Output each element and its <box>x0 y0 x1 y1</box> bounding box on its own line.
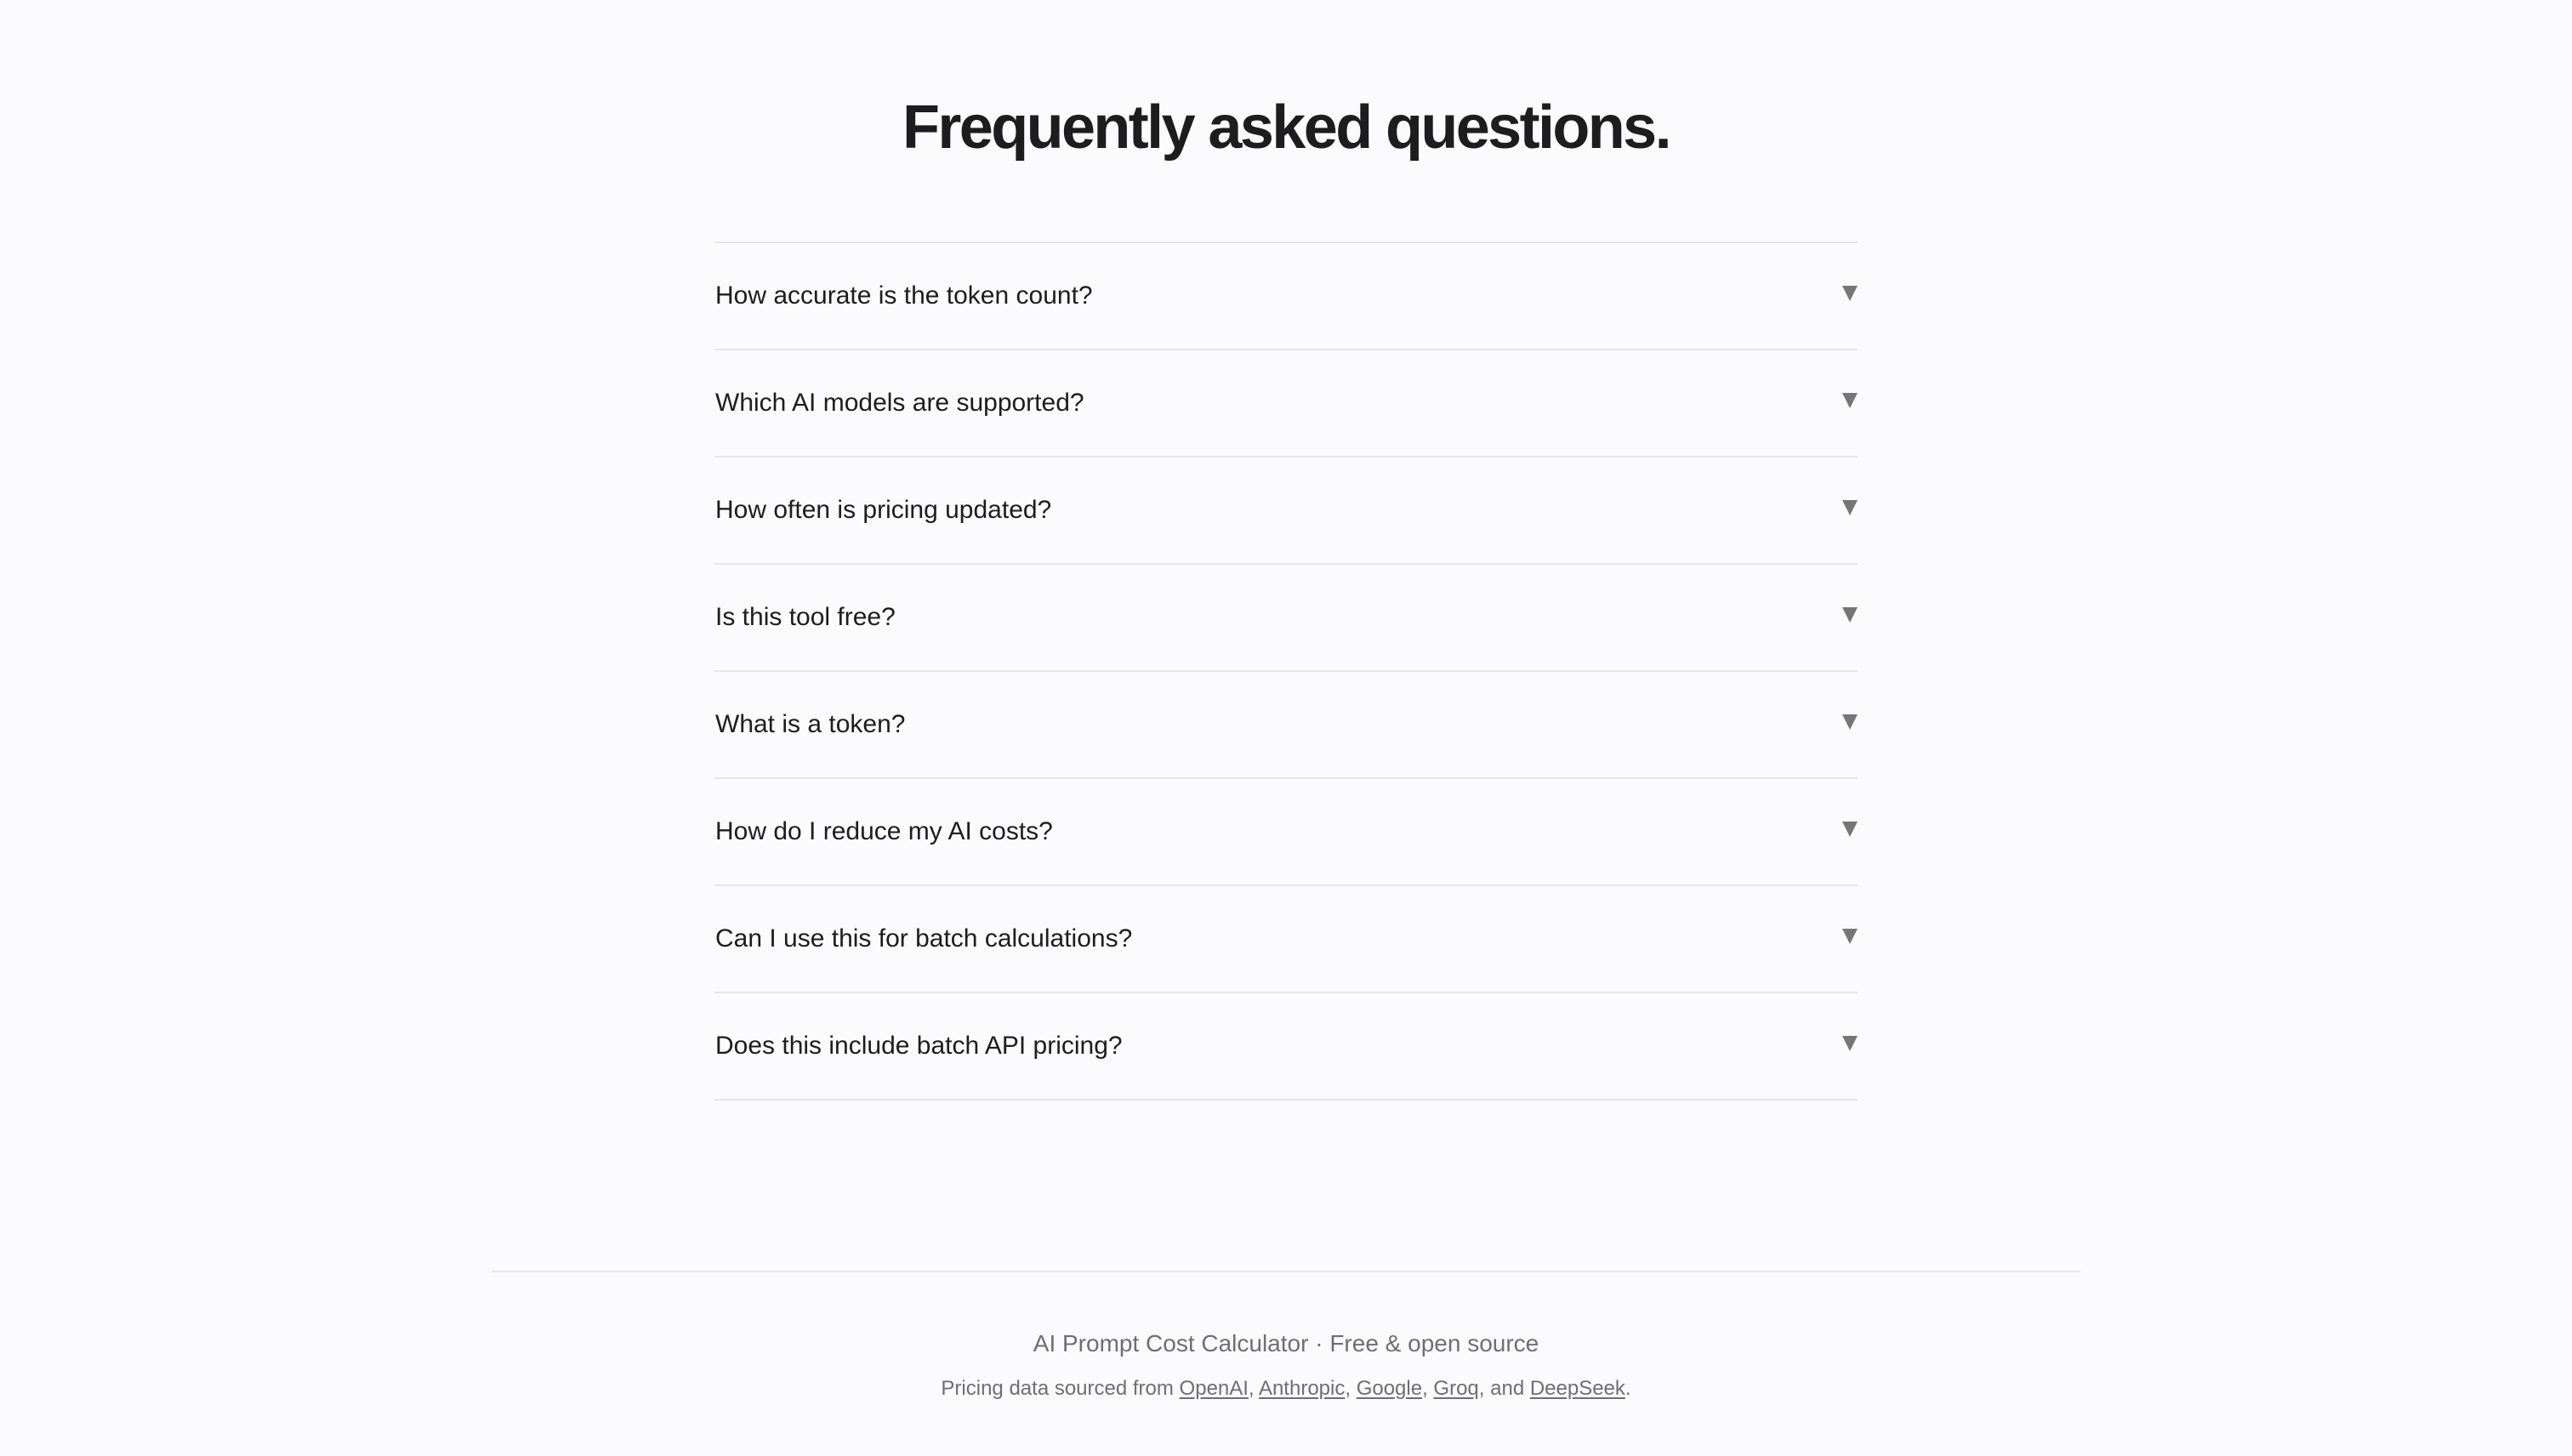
sources-suffix: . <box>1625 1377 1631 1400</box>
source-link-google[interactable]: Google <box>1356 1377 1423 1400</box>
faq-item[interactable] <box>714 350 1858 458</box>
chevron-down-icon <box>1842 714 1858 730</box>
chevron-down-icon <box>1842 607 1858 623</box>
faq-item[interactable] <box>714 779 1858 886</box>
footer-divider <box>492 1271 2080 1272</box>
page-title: Frequently asked questions. <box>902 94 1670 162</box>
faq-question: Which AI models are supported? <box>715 389 1084 417</box>
faq-item[interactable] <box>714 672 1858 779</box>
chevron-down-icon <box>1842 393 1858 408</box>
chevron-down-icon <box>1842 1036 1858 1051</box>
source-last-separator: , and <box>1478 1377 1530 1400</box>
footer-sources <box>0 1376 2572 1402</box>
faq-question: Can I use this for batch calculations? <box>715 924 1133 953</box>
source-link-anthropic[interactable]: Anthropic <box>1258 1377 1346 1400</box>
footer-tagline: AI Prompt Cost Calculator · Free & open source <box>1033 1330 1539 1356</box>
faq-item[interactable] <box>714 243 1858 350</box>
source-separator: , <box>1345 1377 1357 1400</box>
faq-question: How often is pricing updated? <box>715 496 1052 524</box>
faq-question: Is this tool free? <box>715 603 896 631</box>
chevron-down-icon <box>1842 500 1858 515</box>
source-link-groq[interactable]: Groq <box>1433 1377 1479 1400</box>
source-separator: , <box>1248 1377 1259 1400</box>
source-link-openai[interactable]: OpenAI <box>1179 1377 1249 1400</box>
chevron-down-icon <box>1842 286 1858 301</box>
faq-item[interactable] <box>714 458 1858 565</box>
faq-question: Does this include batch API pricing? <box>715 1032 1123 1060</box>
faq-question: What is a token? <box>715 710 906 738</box>
source-link-deepseek[interactable]: DeepSeek <box>1529 1377 1625 1400</box>
sources-prefix: Pricing data sourced from <box>941 1377 1180 1400</box>
faq-question: How accurate is the token count? <box>715 282 1093 310</box>
source-separator: , <box>1422 1377 1434 1400</box>
chevron-down-icon <box>1842 929 1858 944</box>
faq-list <box>714 242 1858 1101</box>
chevron-down-icon <box>1842 822 1858 837</box>
faq-item[interactable] <box>714 886 1858 993</box>
faq-question: How do I reduce my AI costs? <box>715 817 1053 845</box>
faq-item[interactable] <box>714 565 1858 672</box>
faq-item[interactable] <box>714 993 1858 1101</box>
